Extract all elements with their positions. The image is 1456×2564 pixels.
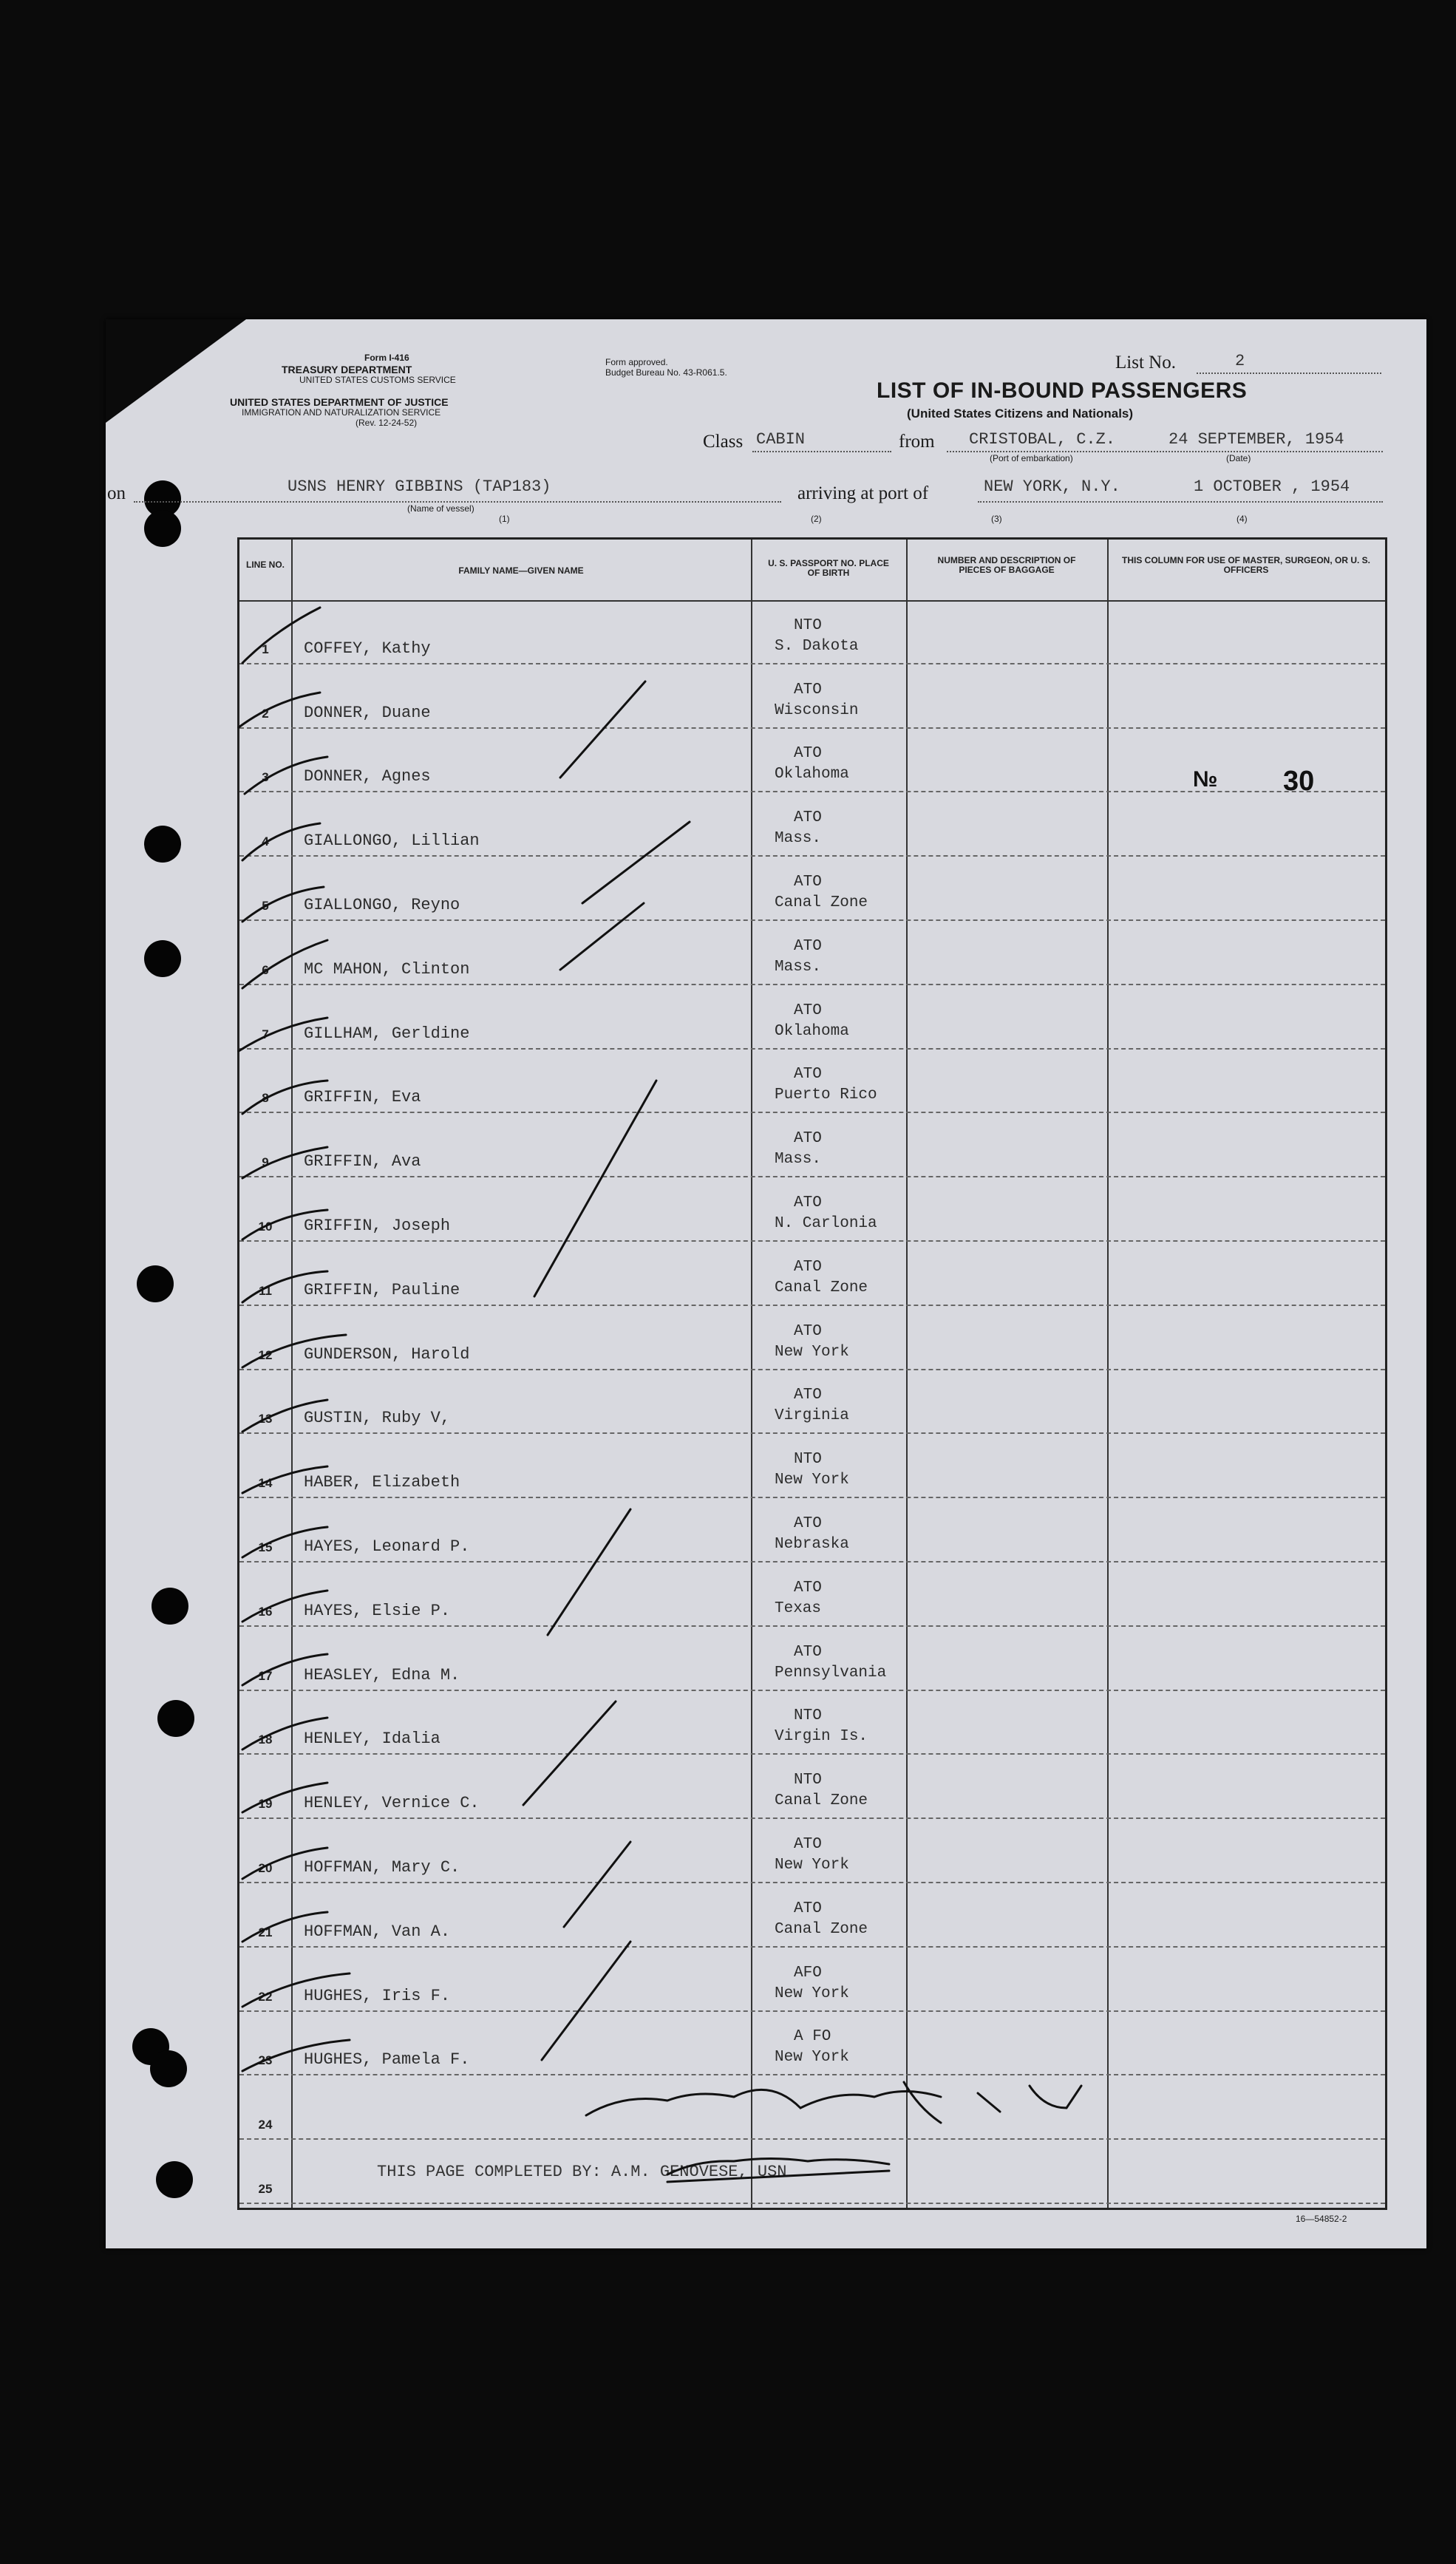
row-place-of-birth: Canal Zone bbox=[775, 894, 868, 911]
row-place-of-birth: New York bbox=[775, 1472, 849, 1489]
row-line-number: 2 bbox=[262, 706, 269, 721]
row-passenger-name: DONNER, Agnes bbox=[304, 767, 431, 786]
row-place-of-birth: Canal Zone bbox=[775, 1920, 868, 1938]
row-passenger-name: HUGHES, Pamela F. bbox=[304, 2050, 470, 2070]
check-mark bbox=[242, 1466, 327, 1493]
class-value: CABIN bbox=[756, 430, 806, 449]
check-mark bbox=[242, 1210, 327, 1240]
check-mark bbox=[242, 608, 320, 663]
page-subtitle: (United States Citizens and Nationals) bbox=[907, 407, 1134, 421]
check-mark bbox=[239, 1018, 327, 1051]
row-passport-code: ATO bbox=[794, 1579, 822, 1596]
row-place-of-birth: New York bbox=[775, 1343, 849, 1361]
row-passport-code: AFO bbox=[794, 1964, 822, 1982]
row-place-of-birth: Pennsylvania bbox=[775, 1664, 887, 1681]
budget-bureau: Budget Bureau No. 43-R061.5. bbox=[605, 367, 727, 378]
row-place-of-birth: Mass. bbox=[775, 1151, 822, 1169]
dept-justice: UNITED STATES DEPARTMENT OF JUSTICE bbox=[230, 396, 449, 408]
row-passport-code: ATO bbox=[794, 937, 822, 955]
row-passport-code: ATO bbox=[794, 1002, 822, 1019]
row-line-number: 14 bbox=[258, 1476, 273, 1491]
row-passport-code: A FO bbox=[794, 2028, 831, 2046]
row-passport-code: ATO bbox=[794, 1387, 822, 1404]
check-mark bbox=[245, 757, 327, 794]
from-label: from bbox=[899, 432, 935, 452]
check-mark bbox=[242, 1783, 327, 1812]
check-mark bbox=[242, 1848, 327, 1879]
form-number: Form I-416 bbox=[364, 353, 409, 363]
check-mark bbox=[242, 823, 320, 860]
check-mark bbox=[242, 1335, 346, 1367]
row-passport-code: ATO bbox=[794, 1066, 822, 1084]
row-line-number: 21 bbox=[258, 1925, 273, 1939]
row-passport-code: ATO bbox=[794, 809, 822, 827]
row-line-number: 13 bbox=[258, 1412, 273, 1426]
row-line-number: 11 bbox=[259, 1283, 272, 1298]
row-line-number: 17 bbox=[258, 1668, 273, 1683]
row-passenger-name: HENLEY, Vernice C. bbox=[304, 1794, 480, 1813]
row-passport-code: ATO bbox=[794, 1322, 822, 1340]
row-passport-code: NTO bbox=[794, 616, 822, 634]
arrival-date: 1 OCTOBER , 1954 bbox=[1194, 477, 1350, 496]
from-date: 24 SEPTEMBER, 1954 bbox=[1168, 430, 1344, 449]
row-passport-code: ATO bbox=[794, 681, 822, 698]
customs-service: UNITED STATES CUSTOMS SERVICE bbox=[299, 375, 456, 385]
row-passenger-name: GIALLONGO, Lillian bbox=[304, 832, 480, 851]
row-passport-code: ATO bbox=[794, 1900, 822, 1917]
date-caption: (Date) bbox=[1226, 453, 1251, 463]
col-ref-3: (3) bbox=[991, 514, 1002, 524]
row-place-of-birth: Wisconsin bbox=[775, 701, 859, 719]
check-mark bbox=[242, 2040, 350, 2071]
row-line-number: 4 bbox=[262, 834, 269, 849]
row-passport-code: ATO bbox=[794, 745, 822, 763]
row-passenger-name: HEASLEY, Edna M. bbox=[304, 1665, 460, 1684]
row-line-number: 5 bbox=[262, 898, 269, 913]
row-passenger-name: HAYES, Leonard P. bbox=[304, 1537, 470, 1556]
check-mark bbox=[242, 940, 327, 988]
row-passenger-name: HENLEY, Idalia bbox=[304, 1730, 440, 1749]
row-place-of-birth: Texas bbox=[775, 1599, 822, 1617]
row-place-of-birth: Puerto Rico bbox=[775, 1087, 877, 1104]
row-line-number: 10 bbox=[258, 1219, 273, 1234]
list-no-value: 2 bbox=[1235, 352, 1245, 370]
row-passenger-name: HUGHES, Iris F. bbox=[304, 1986, 451, 2005]
row-place-of-birth: Oklahoma bbox=[775, 1022, 849, 1040]
row-passenger-name: GRIFFIN, Pauline bbox=[304, 1280, 460, 1299]
row-line-number: 8 bbox=[262, 1091, 269, 1106]
row-place-of-birth: New York bbox=[775, 2049, 849, 2067]
row-passenger-name: GRIFFIN, Joseph bbox=[304, 1216, 451, 1235]
form-revision: (Rev. 12-24-52) bbox=[356, 418, 418, 428]
list-no-label: List No. bbox=[1115, 353, 1176, 373]
row-line-number: 15 bbox=[258, 1540, 273, 1554]
row-line-number: 20 bbox=[258, 1860, 273, 1875]
row-line-number: 1 bbox=[262, 642, 269, 656]
row-passport-code: ATO bbox=[794, 1514, 822, 1532]
check-mark bbox=[239, 693, 320, 727]
row-line-number: 25 bbox=[258, 2181, 273, 2196]
row-passport-code: NTO bbox=[794, 1451, 822, 1469]
row-place-of-birth: Mass. bbox=[775, 830, 822, 848]
signature-genovese bbox=[667, 2159, 889, 2183]
row-passport-code: ATO bbox=[794, 1835, 822, 1853]
row-line-number: 12 bbox=[258, 1347, 273, 1362]
check-mark bbox=[242, 1081, 327, 1114]
check-mark bbox=[242, 1591, 327, 1622]
check-mark bbox=[242, 887, 324, 922]
from-port: CRISTOBAL, C.Z. bbox=[969, 430, 1116, 449]
row-place-of-birth: N. Carlonia bbox=[775, 1214, 877, 1232]
row-place-of-birth: New York bbox=[775, 1985, 849, 2002]
ink-annotations bbox=[106, 319, 1426, 2248]
check-mark bbox=[242, 1973, 350, 2007]
row-place-of-birth: S. Dakota bbox=[775, 637, 859, 655]
arriving-label: arriving at port of bbox=[797, 483, 929, 503]
col-ref-2: (2) bbox=[811, 514, 822, 524]
row-place-of-birth: Oklahoma bbox=[775, 766, 849, 783]
row-passenger-name: GUSTIN, Ruby V, bbox=[304, 1409, 451, 1428]
check-mark bbox=[242, 1912, 327, 1942]
form-approved: Form approved. bbox=[605, 357, 668, 367]
check-mark bbox=[242, 1527, 327, 1557]
check-mark bbox=[242, 1271, 327, 1302]
row-place-of-birth: New York bbox=[775, 1856, 849, 1874]
row-passenger-name: MC MAHON, Clinton bbox=[304, 959, 470, 979]
row-place-of-birth: Canal Zone bbox=[775, 1792, 868, 1810]
row-line-number: 3 bbox=[262, 770, 269, 785]
port-embark-caption: (Port of embarkation) bbox=[990, 453, 1073, 463]
row-place-of-birth: Canal Zone bbox=[775, 1279, 868, 1296]
row-place-of-birth: Mass. bbox=[775, 958, 822, 976]
row-passenger-name: HOFFMAN, Van A. bbox=[304, 1922, 451, 1941]
row-passport-code: NTO bbox=[794, 1707, 822, 1725]
check-mark bbox=[242, 1654, 327, 1685]
row-place-of-birth: Virgin Is. bbox=[775, 1728, 868, 1746]
completed-by: THIS PAGE COMPLETED BY: A.M. GENOVESE, USN bbox=[377, 2163, 787, 2181]
row-passport-code: ATO bbox=[794, 1130, 822, 1148]
check-mark bbox=[242, 1718, 327, 1749]
row-passenger-name: GRIFFIN, Ava bbox=[304, 1152, 421, 1172]
col-ref-4: (4) bbox=[1236, 514, 1248, 524]
header-officers: THIS COLUMN FOR USE OF MASTER, SURGEON, OR U. S. OFFICERS bbox=[1122, 555, 1371, 575]
row-line-number: 18 bbox=[258, 1732, 273, 1747]
page-title: LIST OF IN-BOUND PASSENGERS bbox=[877, 378, 1248, 403]
vessel-name: USNS HENRY GIBBINS (TAP183) bbox=[288, 477, 551, 496]
arrival-port: NEW YORK, N.Y. bbox=[984, 477, 1120, 496]
row-passport-code: NTO bbox=[794, 1772, 822, 1789]
row-passport-code: ATO bbox=[794, 1258, 822, 1276]
header-passport: U. S. PASSPORT NO. PLACE OF BIRTH bbox=[768, 558, 889, 578]
row-passenger-name: GRIFFIN, Eva bbox=[304, 1088, 421, 1107]
row-passenger-name: HAYES, Elsie P. bbox=[304, 1601, 451, 1620]
check-mark bbox=[242, 1400, 327, 1432]
passenger-list-sheet bbox=[106, 319, 1426, 2248]
officer-mark: 30 bbox=[1283, 766, 1315, 797]
row-passenger-name: GUNDERSON, Harold bbox=[304, 1344, 470, 1364]
officer-mark-prefix: № bbox=[1193, 767, 1218, 792]
vessel-caption: (Name of vessel) bbox=[407, 503, 474, 514]
row-line-number: 7 bbox=[262, 1027, 269, 1041]
row-passenger-name: GIALLONGO, Reyno bbox=[304, 895, 460, 914]
row-line-number: 22 bbox=[258, 1989, 273, 2004]
row-passenger-name: GILLHAM, Gerldine bbox=[304, 1024, 470, 1043]
row-line-number: 6 bbox=[262, 962, 269, 977]
dept-treasury: TREASURY DEPARTMENT bbox=[282, 364, 412, 375]
header-baggage: NUMBER AND DESCRIPTION OF PIECES OF BAGGAGE bbox=[937, 555, 1076, 575]
row-line-number: 16 bbox=[258, 1604, 273, 1619]
row-passport-code: ATO bbox=[794, 873, 822, 891]
header-line-no: LINE NO. bbox=[245, 560, 285, 570]
row-place-of-birth: Virginia bbox=[775, 1407, 849, 1425]
col-ref-1: (1) bbox=[499, 514, 510, 524]
footer-code: 16—54852-2 bbox=[1296, 2214, 1347, 2224]
row-passenger-name: COFFEY, Kathy bbox=[304, 639, 431, 658]
immigration-service: IMMIGRATION AND NATURALIZATION SERVICE bbox=[242, 407, 441, 418]
class-label: Class bbox=[703, 432, 744, 452]
row-passenger-name: DONNER, Duane bbox=[304, 703, 431, 722]
on-label: on bbox=[107, 483, 126, 503]
row-passenger-name: HABER, Elizabeth bbox=[304, 1473, 460, 1492]
row-place-of-birth: Nebraska bbox=[775, 1535, 849, 1553]
row-passenger-name: HOFFMAN, Mary C. bbox=[304, 1857, 460, 1877]
row-passport-code: ATO bbox=[794, 1643, 822, 1661]
row-line-number: 23 bbox=[258, 2053, 273, 2068]
signature-officer bbox=[586, 2082, 1081, 2123]
row-line-number: 19 bbox=[258, 1797, 273, 1812]
row-line-number: 9 bbox=[262, 1155, 269, 1170]
check-mark bbox=[242, 1147, 327, 1178]
row-line-number: 24 bbox=[258, 2118, 273, 2132]
row-passport-code: ATO bbox=[794, 1194, 822, 1211]
header-name: FAMILY NAME—GIVEN NAME bbox=[458, 565, 584, 576]
